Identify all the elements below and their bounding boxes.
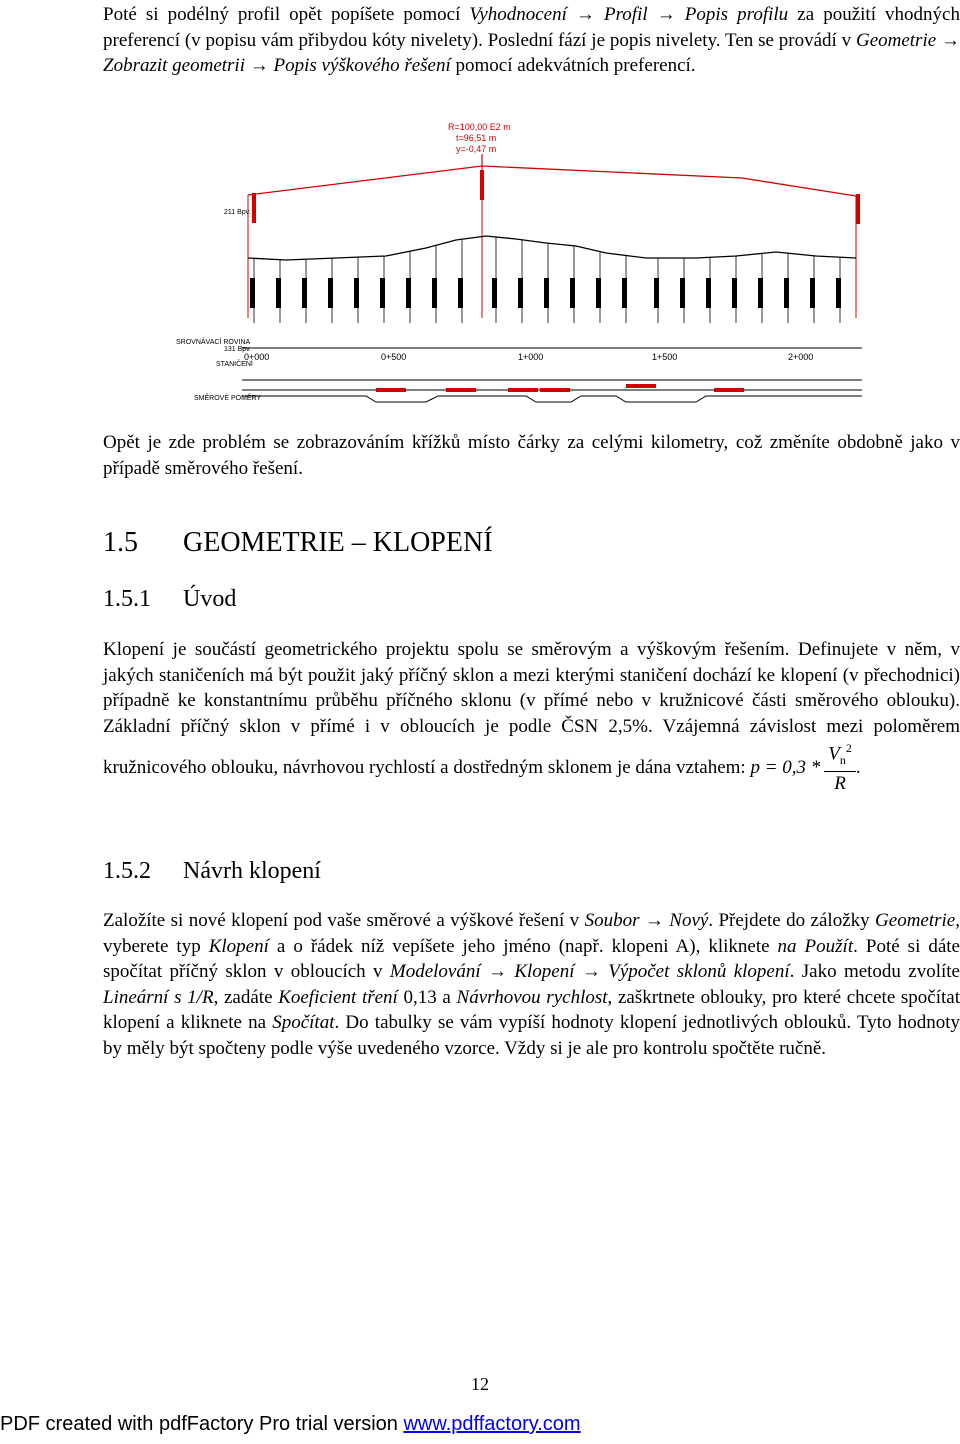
subsection-title: Úvod [183,586,237,612]
procedure-paragraph: Založíte si nové klopení pod vaše směrové a výškové řešení v Soubor → Nový. Přejdete do záložky Geometrie, vyberete typ Klopení a o řádek níž vepíšete jeho jméno (např. klopeni A), kliknete na Použít. Poté si dáte spočítat příčný sklon v obloucích v Modelování → Klopení → Výpočet sklonů klopení. Jako metodu zvolíte Lineární s 1/R, zadáte Koeficient tření 0,13 a Návrhovou rychlost, zaškrtnete oblouky, pro které chcete spočítat klopení a kliknete na Spočítat. Do tabulky se vám vypíší hodnoty klopení jednotlivých oblouků. Tyto hodnoty by měly být spočteny podle výše uvedeného vzorce. Vždy si je ale pro kontrolu spočtěte ručně. [103,910,960,1059]
text-run: za použití vhodných preferencí (v popisu vám přibydou kóty nivelety). Poslední fází je popis nivelety. Ten se provádí v [103,4,960,51]
station-label: 2+000 [788,352,814,362]
section-number: 1.5 [103,527,138,558]
subsection-title: Návrh klopení [183,858,321,884]
station-label: 1+500 [652,352,678,362]
menu-path: Geometrie → Zobrazit geometrii → Popis výškového řešení [103,29,960,76]
direction-label: SMĚROVÉ POMĚRY [194,395,262,402]
formula-fraction [824,737,856,796]
text-run: pomocí adekvátních preferencí. [450,55,696,76]
subsection-number: 1.5.2 [103,858,151,884]
stationing-label: STANIČENÍ [216,361,253,368]
intro-klopeni-paragraph [103,637,960,798]
longitudinal-profile-figure [176,118,892,412]
y-label: y=-0,47 m [456,144,497,154]
text-run: Poté si podélný profil opět popíšete pomocí [103,4,470,25]
formula-left: p = 0,3 * [750,756,821,778]
datum-label: SROVNÁVACÍ ROVINA [176,339,251,346]
radius-label: R=100,00 E2 m [448,122,511,132]
height-label: 211 Bpv. [224,209,251,216]
section-title: GEOMETRIE – KLOPENÍ [183,527,493,558]
subsection-number: 1.5.1 [103,586,151,612]
formula-numerator: $V_n^2$ [824,737,856,772]
text-run: Klopení je součástí geometrického projektu spolu se směrovým a výškovým řešením. Definujete v něm, v jakých staničeních má být použit jaký příčný sklon a mezi kterými staničení dochází ke klopení (v přechodnici) případně ke konstantnímu průběhu příčného sklonu (v přímé nebo v kružnicové části směrového oblouku). Základní příčný sklon v přímé i v obloucích je podle ČSN 2,5%. Vzájemná závislost mezi poloměrem kružnicového oblouku, návrhovou rychlostí a dostředným sklonem je dána vztahem: [103,639,960,778]
station-label: 1+000 [518,352,544,362]
pdf-footer [0,1413,960,1436]
section-heading [103,527,493,559]
intro-paragraph [103,2,960,79]
station-label: 0+000 [244,352,270,362]
tangent-label: t=96,51 m [456,133,497,143]
station-label: 0+500 [381,352,407,362]
footer-link[interactable]: www.pdffactory.com [403,1413,581,1435]
formula-denominator: R [834,773,846,795]
page-number: 12 [471,1374,489,1394]
subsection-heading [103,858,321,885]
menu-path: Vyhodnocení → Profil → Popis profilu [469,4,789,25]
subsection-heading [103,586,236,613]
superelevation-formula: p = 0,3 * $\frac{V_n^2}{R}$ . [750,739,860,798]
datum-height-label: 131 Bpv. [224,346,252,353]
note-paragraph: Opět je zde problém se zobrazováním křížků místo čárky za celými kilometry, což změníte obdobně jako v případě směrového řešení. [103,432,960,479]
footer-text: PDF created with pdfFactory Pro trial version [0,1413,404,1435]
